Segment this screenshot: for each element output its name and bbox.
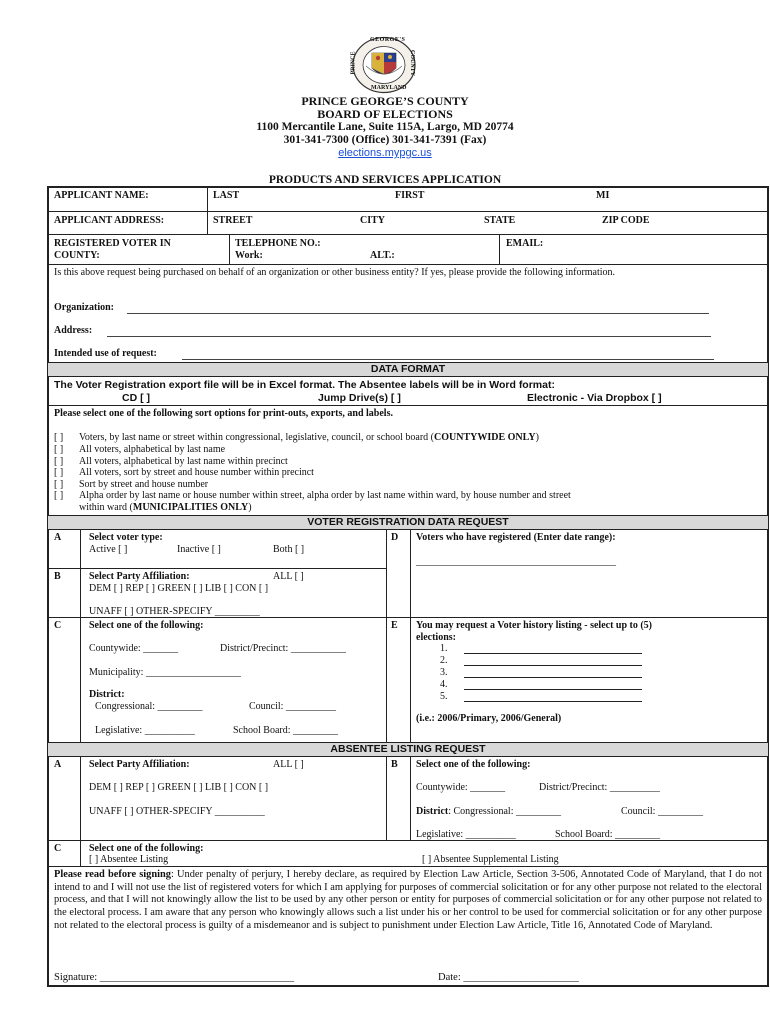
voter-history-label: You may request a Voter history listing - select up to (5) — [416, 620, 653, 631]
telephone-label: TELEPHONE NO.: — [235, 238, 321, 249]
election-number: 5. — [440, 691, 448, 702]
continuation-prefix: within ward ( — [79, 502, 133, 513]
ab-school-board-field[interactable]: School Board: _________ — [555, 829, 660, 840]
sort-instruction: Please select one of the following sort options for print-outs, exports, and labels. — [54, 408, 393, 419]
absentee-supplemental-option[interactable]: [ ] Absentee Supplemental Listing — [422, 854, 559, 865]
ab-party-label: Select Party Affiliation: — [89, 759, 190, 770]
election-number: 2. — [440, 655, 448, 666]
website-line — [0, 147, 770, 160]
ab-congressional-field[interactable]: : Congressional: _________ — [448, 806, 561, 817]
seal-text-left: PRINCE — [350, 51, 357, 75]
org-address-input[interactable] — [107, 336, 711, 337]
signature-field[interactable]: Signature: _____________________________________ — [54, 972, 295, 983]
organization-label: Organization: — [54, 302, 114, 313]
street-field[interactable]: STREET — [213, 215, 253, 226]
declaration-body: : Under penalty of perjury, I hereby declare, as required by Election Law Article, Section 3-506, Annotated Code of Maryland, that I do not intend to and I will not use the list of registered voters for which I am applying for purposes of commercial solicitation or for any other purpose not related to the electoral process, and that I will not knowingly allow the list to be used by any other person or entity for purposes of commercial solicitation or for any other purpose not related to the electoral process. I am aware that any person who knowingly allows such a list under his or her control to be used for commercial solicitation or for any other purpose not related to the electoral process is guilty of a misdemeanor and is subject to punishment under Election Law Article, Title 16, Annotated Code of Maryland. — [54, 869, 762, 931]
vr-legislative-field[interactable]: Legislative: __________ — [95, 725, 195, 736]
voter-type-label: Select voter type: — [89, 532, 163, 543]
ab-party-options[interactable]: DEM [ ] REP [ ] GREEN [ ] LIB [ ] CON [ ] — [89, 782, 269, 793]
seal-text-right: COUNTY — [409, 49, 416, 77]
intended-use-input[interactable] — [182, 359, 714, 360]
applicant-name-label: APPLICANT NAME: — [54, 190, 149, 201]
election-input[interactable] — [464, 689, 642, 690]
website-link[interactable]: elections.mypgc.us — [338, 147, 432, 159]
declaration-lead: Please read before signing — [54, 869, 171, 880]
last-name-field[interactable]: LAST — [213, 190, 240, 201]
voter-history-example: (i.e.: 2006/Primary, 2006/General) — [416, 713, 562, 724]
sort-option-label: Alpha order by last name or house number within street, alpha order by last name within ward, by house number and street — [79, 490, 571, 501]
cd-option[interactable]: CD [ ] — [122, 392, 150, 404]
vr-council-field[interactable]: Council: __________ — [249, 701, 336, 712]
continuation-bold: MUNICIPALITIES ONLY — [132, 502, 249, 513]
mi-field[interactable]: MI — [596, 190, 610, 201]
work-phone-field[interactable]: Work: — [235, 250, 263, 261]
form-title: PRODUCTS AND SERVICES APPLICATION — [268, 174, 502, 186]
ab-council-field[interactable]: Council: _________ — [621, 806, 703, 817]
sort-option[interactable] — [54, 490, 571, 502]
sort-option-checkbox[interactable]: [ ] — [54, 479, 64, 490]
ab-district-precinct-field[interactable]: District/Precinct: __________ — [539, 782, 660, 793]
voter-type-active[interactable]: Active [ ] — [89, 544, 128, 555]
intended-use-label: Intended use of request: — [54, 348, 157, 359]
election-input[interactable] — [464, 665, 642, 666]
election-input[interactable] — [464, 653, 642, 654]
seal-text-bottom: MARYLAND — [371, 85, 407, 91]
sort-option-label: All voters, alphabetical by last name within precinct — [79, 456, 288, 467]
party-affiliation-label: Select Party Affiliation: — [89, 571, 190, 582]
first-name-field[interactable]: FIRST — [395, 190, 425, 201]
sort-option-suffix: ) — [535, 432, 539, 443]
sort-option-continuation — [79, 502, 252, 514]
vr-school-board-field[interactable]: School Board: _________ — [233, 725, 338, 736]
election-number: 1. — [440, 643, 448, 654]
absentee-header: ABSENTEE LISTING REQUEST — [48, 742, 768, 757]
vr-select-one-label: Select one of the following: — [89, 620, 204, 631]
ab-legislative-field[interactable]: Legislative: __________ — [416, 829, 516, 840]
sort-option-checkbox[interactable]: [ ] — [54, 467, 64, 478]
ab-countywide-field[interactable]: Countywide: _______ — [416, 782, 506, 793]
ab-district-row — [416, 806, 561, 818]
board-name: BOARD OF ELECTIONS — [317, 107, 453, 121]
election-input[interactable] — [464, 677, 642, 678]
sort-option-label: Voters, by last name or street within congressional, legislative, council, or school board ( — [79, 432, 435, 443]
continuation-suffix: ) — [248, 502, 252, 513]
sort-option-label: Sort by street and house number — [79, 479, 209, 490]
ab-select-one-label: Select one of the following: — [416, 759, 531, 770]
sort-option-checkbox[interactable]: [ ] — [54, 456, 64, 467]
data-format-header: DATA FORMAT — [48, 362, 768, 377]
jump-drive-option[interactable]: Jump Drive(s) [ ] — [318, 392, 401, 404]
voter-type-both[interactable]: Both [ ] — [273, 544, 305, 555]
applicant-address-label: APPLICANT ADDRESS: — [54, 215, 165, 226]
sort-option[interactable] — [54, 444, 225, 456]
city-field[interactable]: CITY — [360, 215, 386, 226]
vr-district-label: District: — [89, 689, 125, 700]
vr-section-b-letter: B — [54, 571, 61, 582]
ab-party-other-options[interactable]: UNAFF [ ] OTHER-SPECIFY __________ — [89, 806, 265, 817]
vr-congressional-field[interactable]: Congressional: _________ — [95, 701, 203, 712]
office-phone: 301-341-7300 (Office) 301-341-7391 (Fax) — [283, 134, 487, 146]
ab-section-c-letter: C — [54, 843, 62, 854]
sort-option-checkbox[interactable]: [ ] — [54, 444, 64, 455]
absentee-listing-option[interactable]: [ ] Absentee Listing — [89, 854, 169, 865]
county-seal — [351, 36, 417, 94]
organization-question: Is this above request being purchased on behalf of an organization or other business entity? If yes, please provide the following information. — [54, 267, 616, 278]
sort-option-bold: COUNTYWIDE ONLY — [434, 432, 536, 443]
state-field[interactable]: STATE — [484, 215, 516, 226]
voter-history-label-2: elections: — [416, 632, 456, 643]
sort-option[interactable] — [54, 432, 539, 444]
vr-section-d-letter: D — [391, 532, 399, 543]
registered-county-label[interactable]: COUNTY: — [54, 250, 100, 261]
date-field[interactable]: Date: ______________________ — [438, 972, 579, 983]
ab-listing-type-label: Select one of the following: — [89, 843, 204, 854]
office-address: 1100 Mercantile Lane, Suite 115A, Largo, MD 20774 — [256, 121, 514, 133]
sort-option-label: All voters, sort by street and house number within precinct — [79, 467, 314, 478]
ab-party-all-option[interactable]: ALL [ ] — [273, 759, 304, 770]
election-input[interactable] — [464, 701, 642, 702]
vr-section-c-letter: C — [54, 620, 62, 631]
dropbox-option[interactable]: Electronic - Via Dropbox [ ] — [527, 392, 662, 404]
vr-municipality-field[interactable]: Municipality: ___________________ — [89, 667, 241, 678]
sort-option[interactable] — [54, 467, 314, 479]
vr-section-a-letter: A — [54, 532, 62, 543]
party-options[interactable]: DEM [ ] REP [ ] GREEN [ ] LIB [ ] CON [ ] — [89, 583, 269, 594]
county-name: PRINCE GEORGE’S COUNTY — [301, 94, 469, 108]
email-field[interactable]: EMAIL: — [506, 238, 544, 249]
voter-registration-header: VOTER REGISTRATION DATA REQUEST — [48, 515, 768, 530]
vr-district-precinct-field[interactable]: District/Precinct: ___________ — [220, 643, 346, 654]
party-other-options[interactable]: UNAFF [ ] OTHER-SPECIFY _________ — [89, 606, 260, 617]
election-number: 4. — [440, 679, 448, 690]
declaration-text — [54, 869, 762, 933]
sort-option-checkbox[interactable]: [ ] — [54, 432, 64, 443]
party-all-option[interactable]: ALL [ ] — [273, 571, 304, 582]
org-address-label: Address: — [54, 325, 93, 336]
sort-option-checkbox[interactable]: [ ] — [54, 490, 64, 501]
vr-countywide-field[interactable]: Countywide: _______ — [89, 643, 179, 654]
date-range-input[interactable]: ________________________________________ — [416, 556, 616, 567]
vr-section-e-letter: E — [391, 620, 398, 631]
election-number: 3. — [440, 667, 448, 678]
ab-district-label: District — [416, 806, 449, 817]
registered-voter-label: REGISTERED VOTER IN — [54, 238, 171, 249]
seal-text-top: GEORGE'S — [370, 37, 406, 43]
organization-input[interactable] — [127, 313, 709, 314]
voter-type-inactive[interactable]: Inactive [ ] — [177, 544, 221, 555]
ab-section-b-letter: B — [391, 759, 398, 770]
ab-section-a-letter: A — [54, 759, 62, 770]
data-format-note: The Voter Registration export file will be in Excel format. The Absentee labels will be in Word format: — [54, 379, 555, 391]
alt-phone-field[interactable]: ALT.: — [370, 250, 395, 261]
sort-option-label: All voters, alphabetical by last name — [79, 444, 226, 455]
date-range-label: Voters who have registered (Enter date range): — [416, 532, 616, 543]
zip-field[interactable]: ZIP CODE — [602, 215, 650, 226]
